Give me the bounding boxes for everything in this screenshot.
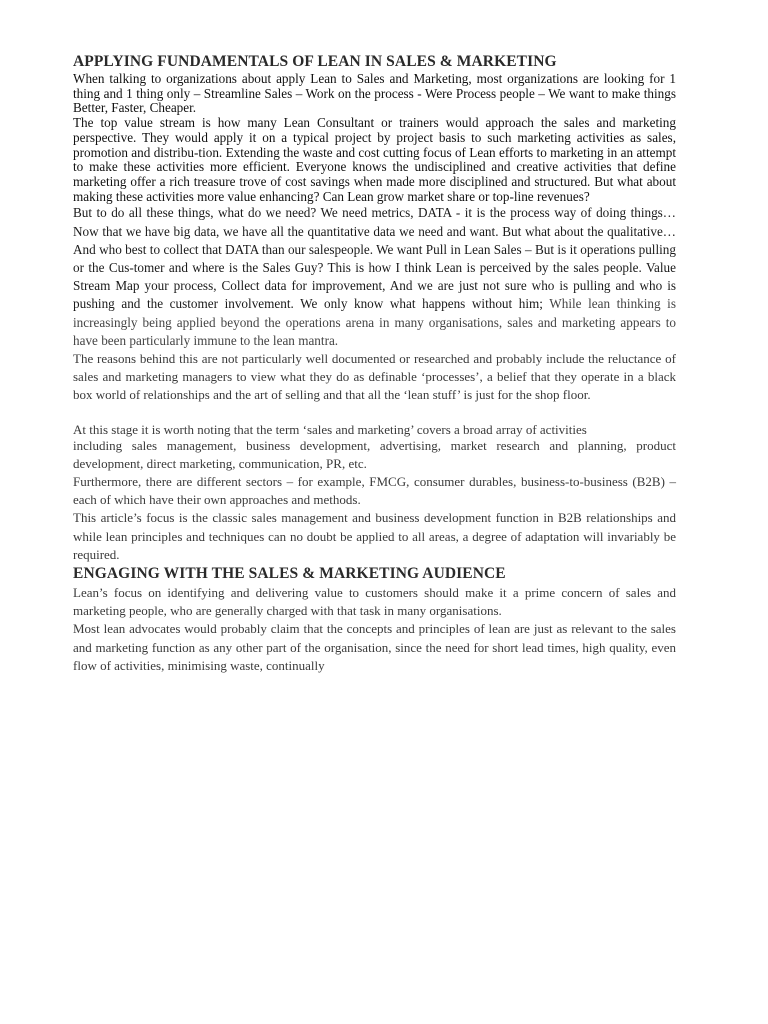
paragraph-reasons: The reasons behind this are not particularly well documented or researched and probably include the reluctance of sales and marketing managers to view what they do as definable ‘processes’, a belief that they operate in a black box world of relationships and the art of selling and that all the ‘lean stuff’ is just for the shop floor. xyxy=(73,350,676,403)
section-heading-engaging-audience: ENGAGING WITH THE SALES & MARKETING AUDIENCE xyxy=(73,564,506,582)
paragraph-lean-focus: Lean’s focus on identifying and delivering value to customers should make it a prime concern of sales and marketing people, who are generally charged with that task in many organisations. xyxy=(73,584,676,619)
section-heading-applying-lean: APPLYING FUNDAMENTALS OF LEAN IN SALES & MARKETING xyxy=(73,53,557,70)
paragraph-value-stream: The top value stream is how many Lean Consultant or trainers would approach the sales and marketing perspective. They would apply it on a typical project by project basis to such marketing activities as sales, promotion and distribu-tion. Extending the waste and cost cutting focus of Lean efforts to marketing in an attempt to make these activities more efficient. Everyone knows the undisciplined and creative activities that define marketing offer a rich treasure trove of cost savings when made more disciplined and structured. But what about making these activities more value enhancing? Can Lean grow market share or top-line revenues? xyxy=(73,115,676,204)
paragraph-intro: When talking to organizations about apply Lean to Sales and Marketing, most organizations are looking for 1 thing and 1 thing only – Streamline Sales – Work on the process - Were Process people – We want to make things Better, Faster, Cheaper. xyxy=(73,71,676,116)
paragraph-metrics-data xyxy=(73,204,676,350)
paragraph-article-focus: This article’s focus is the classic sales management and business development function in B2B relationships and while lean principles and techniques can no doubt be applied to all areas, a degree of adaptation will invariably be required. xyxy=(73,510,676,562)
paragraph-metrics-data-tail: While lean thinking is increasingly being applied beyond the operations arena in many organisations, sales and marketing appears to have been particularly immune to the lean mantra. xyxy=(73,296,676,348)
paragraph-scope-line1: At this stage it is worth noting that the term ‘sales and marketing’ covers a broad array of activities xyxy=(73,421,587,437)
paragraph-sales-marketing-scope xyxy=(73,422,676,473)
paragraph-sectors: Furthermore, there are different sectors – for example, FMCG, consumer durables, business-to-business (B2B) – each of which have their own approaches and methods. xyxy=(73,473,676,508)
document-page xyxy=(73,52,676,675)
paragraph-metrics-data-main: But to do all these things, what do we need? We need metrics, DATA - it is the process way of doing things…Now that we have big data, we have all the quantitative data we need and want. But what about the qualitative… And who best to collect that DATA than our salespeople. We want Pull in Lean Sales – But is it operations pulling or the Cus-tomer and where is the Sales Guy? This is how I think Lean is perceived by the sales people. Value Stream Map your process, Collect data for improvement, And we are just not sure who is pulling and who is pushing and the customer involvement. We only know what happens without him; xyxy=(73,205,676,312)
paragraph-lean-advocates: Most lean advocates would probably claim that the concepts and principles of lean are just as relevant to the sales and marketing function as any other part of the organisation, since the need for short lead times, high quality, even flow of activities, minimising waste, continually xyxy=(73,621,676,673)
paragraph-scope-line2: including sales management, business development, advertising, market research and planning, product development, direct marketing, communication, PR, etc. xyxy=(73,437,676,471)
